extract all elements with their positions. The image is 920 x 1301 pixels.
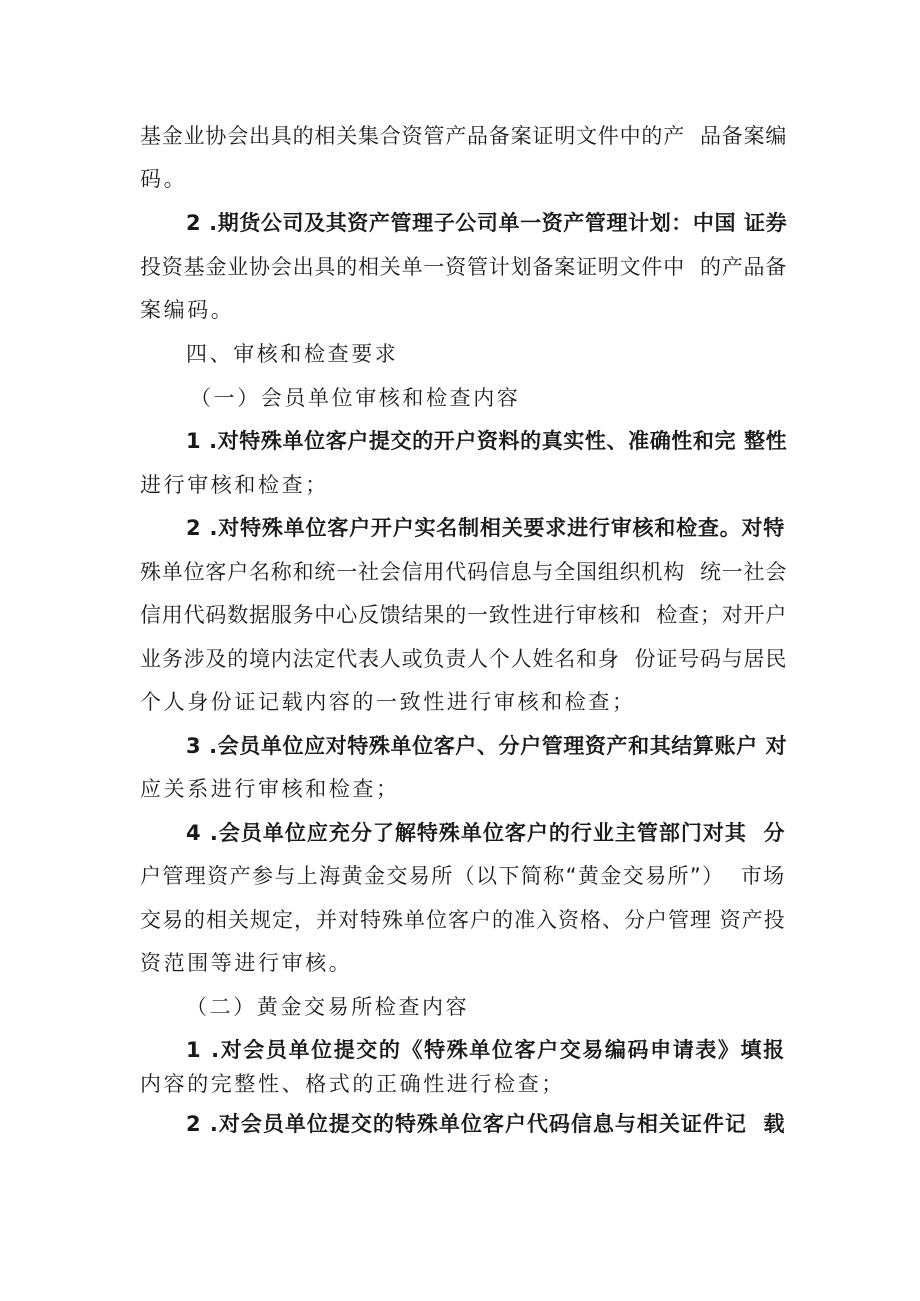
text-line: 应关系进行审核和检查； [140,777,400,801]
list-item-3: 3 .会员单位应对特殊单位客户、分户管理资产和其结算账户 对 [186,734,788,758]
text-line: 个人身份证记载内容的一致性进行审核和检查； [140,690,636,714]
list-item-2: 2 .对会员单位提交的特殊单位客户代码信息与相关证件记 载 [186,1112,786,1136]
list-item-2: 2 .对特殊单位客户开户实名制相关要求进行审核和检查。对特 [186,516,786,540]
text-line: 案编码。 [140,298,235,322]
list-item-1: 1 .对特殊单位客户提交的开户资料的真实性、准确性和完 整性 [186,429,788,453]
section-heading: 四、审核和检查要求 [186,342,399,366]
list-item-4: 4 .会员单位应充分了解特殊单位客户的行业主管部门对其 分 [186,821,786,845]
text-line: 投资基金业协会出具的相关单一资管计划备案证明文件中 的产品备 [140,255,788,279]
text-line: 码。 [140,167,188,191]
list-item-2: 2 .期货公司及其资产管理子公司单一资产管理计划：中国 证券 [186,211,788,235]
text-line: 基金业协会出具的相关集合资管产品备案证明文件中的产 品备案编 [140,124,788,148]
text-line: 户管理资产参与上海黄金交易所（以下简称“黄金交易所”） 市场 [140,864,786,888]
subsection-heading: （二）黄金交易所检查内容 [186,995,470,1019]
subsection-heading: （一）会员单位审核和检查内容 [190,386,521,410]
text-line: 资范围等进行审核。 [140,951,353,975]
text-line: 内容的完整性、格式的正确性进行检查； [140,1072,565,1096]
text-line: 业务涉及的境内法定代表人或负责人个人姓名和身 份证号码与居民 [140,647,788,671]
text-line: 交易的相关规定，并对特殊单位客户的准入资格、分户管理 资产投 [140,908,786,932]
text-line: 进行审核和检查； [140,473,329,497]
list-item-1: 1 .对会员单位提交的《特殊单位客户交易编码申请表》填报 [186,1038,786,1062]
text-line: 信用代码数据服务中心反馈结果的一致性进行审核和 检查；对开户 [140,603,788,627]
text-line: 殊单位客户名称和统一社会信用代码信息与全国组织机构 统一社会 [140,560,788,584]
